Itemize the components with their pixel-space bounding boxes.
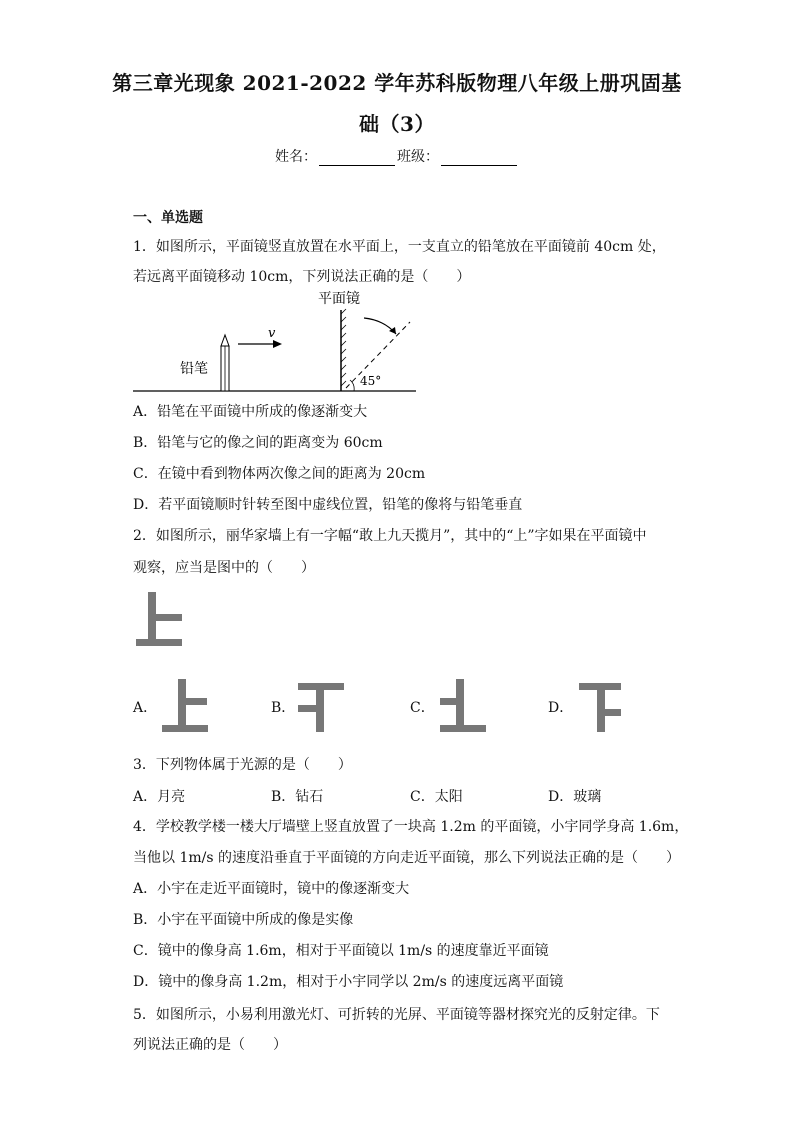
pencil-label: 铅笔 (180, 361, 208, 377)
section-heading: 一、单选题 (133, 210, 203, 226)
q4-line2: 当他以 1m/s 的速度沿垂直于平面镜的方向走近平面镜，那么下列说法正确的是（ ） (133, 850, 680, 866)
q2-option-a: A． (133, 700, 158, 716)
angle-label: 45° (360, 374, 382, 388)
q2-option-d: D． (548, 700, 574, 716)
q4-line1: 4．学校教学楼一楼大厅墙壁上竖直放置了一块高 1.2m 的平面镜，小宇同学身高 1.6m， (133, 819, 689, 835)
option-d-glyph (579, 683, 621, 732)
q1-option-d: D．若平面镜顺时针转至图中虚线位置，铅笔的像将与铅笔垂直 (133, 497, 523, 513)
char-shang-original (136, 592, 182, 646)
q1-option-a: A．铅笔在平面镜中所成的像逐渐变大 (133, 404, 368, 420)
page-title-line2: 础（3） (359, 112, 435, 136)
q3-option-a: A．月亮 (133, 789, 186, 805)
q2-line1: 2．如图所示，丽华家墙上有一字幅“敢上九天揽月”，其中的“上”字如果在平面镜中 (133, 528, 647, 544)
q2-option-c: C． (410, 700, 435, 716)
q4-option-b: B．小宇在平面镜中所成的像是实像 (133, 912, 354, 928)
q3-option-d: D．玻璃 (548, 789, 602, 805)
q2-line2: 观察，应当是图中的（ ） (133, 560, 315, 576)
q1-option-b: B．铅笔与它的像之间的距离变为 60cm (133, 435, 383, 451)
q4-option-c: C．镜中的像身高 1.6m，相对于平面镜以 1m/s 的速度靠近平面镜 (133, 943, 549, 959)
q4-option-d: D．镜中的像身高 1.2m，相对于小宇同学以 2m/s 的速度远离平面镜 (133, 974, 564, 990)
page-title-line1: 第三章光现象 2021-2022 学年苏科版物理八年级上册巩固基 (112, 71, 682, 95)
q1-option-c: C．在镜中看到物体两次像之间的距离为 20cm (133, 466, 426, 482)
velocity-label: v (268, 326, 276, 341)
class-label: 班级： (397, 149, 439, 165)
option-a-glyph (162, 679, 208, 732)
q5-line1: 5．如图所示，小易利用激光灯、可折转的光屏、平面镜等器材探究光的反射定律。下 (133, 1007, 660, 1023)
q3-line1: 3．下列物体属于光源的是（ ） (133, 757, 352, 773)
q5-line2: 列说法正确的是（ ） (133, 1037, 287, 1053)
q1-line2: 若远离平面镜移动 10cm，下列说法正确的是（ ） (133, 269, 471, 285)
q1-line1: 1．如图所示，平面镜竖直放置在水平面上，一支直立的铅笔放在平面镜前 40cm 处， (133, 239, 666, 255)
name-label: 姓名： (275, 149, 317, 165)
option-c-glyph (440, 679, 486, 732)
q3-option-c: C．太阳 (410, 789, 463, 805)
mirror-label: 平面镜 (318, 291, 360, 307)
q4-option-a: A．小宇在走近平面镜时，镜中的像逐渐变大 (133, 881, 410, 897)
option-b-glyph (298, 683, 344, 732)
q2-option-b: B． (271, 700, 296, 716)
q3-option-b: B．钻石 (271, 789, 324, 805)
